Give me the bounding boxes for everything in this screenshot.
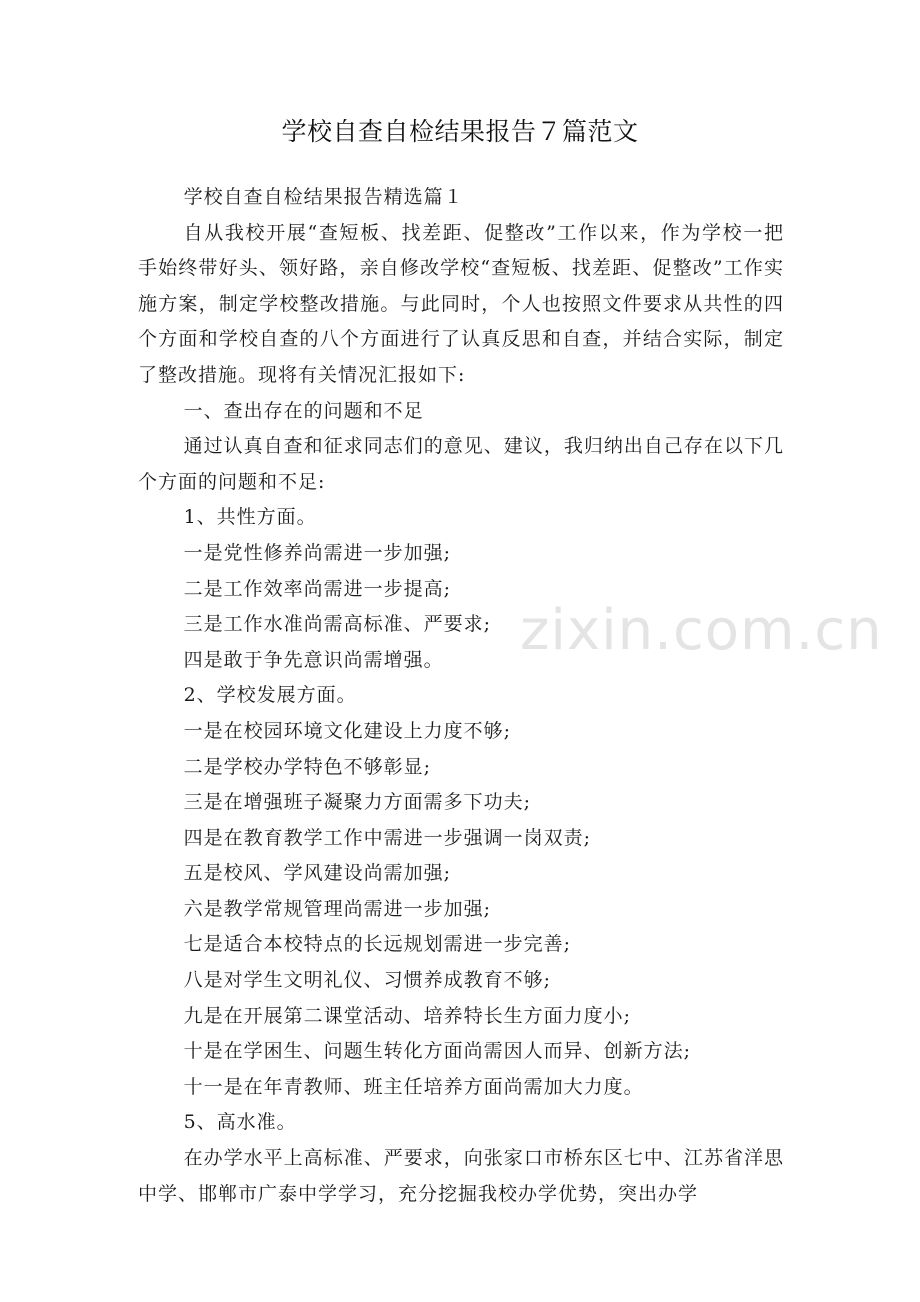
section-heading: 一、查出存在的问题和不足: [183, 399, 424, 422]
document-body: [138, 180, 784, 1212]
list-item: 八是对学生文明礼仪、习惯养成教育不够;: [183, 969, 551, 992]
subsection-heading: 5、高水准。: [183, 1111, 297, 1134]
list-item: 二是学校办学特色不够彰显;: [183, 755, 431, 778]
intro-paragraph: 自从我校开展“查短板、找差距、促整改”工作以来，作为学校一把手始终带好头、领好路，亲自修改学校“查短板、找差距、促整改”工作实施方案，制定学校整改措施。与此同时，个人也按照文件要求从共性的四个方面和学校自查的八个方面进行了认真反思和自查，并结合实际，制定了整改措施。现将有关情况汇报如下:: [138, 221, 784, 386]
subsection-heading: 1、共性方面。: [183, 506, 317, 529]
list-item: 三是在增强班子凝聚力方面需多下功夫;: [183, 791, 531, 814]
list-item: 四是在教育教学工作中需进一步强调一岗双责;: [183, 826, 591, 849]
body-paragraph: 在办学水平上高标准、严要求，向张家口市桥东区七中、江苏省洋思中学、邯郸市广泰中学学习，充分挖掘我校办学优势，突出办学: [138, 1147, 784, 1205]
list-item: 十是在学困生、问题生转化方面尚需因人而异、创新方法;: [183, 1040, 691, 1063]
list-item: 十一是在年青教师、班主任培养方面尚需加大力度。: [183, 1075, 644, 1098]
list-item: 九是在开展第二课堂活动、培养特长生方面力度小;: [183, 1004, 631, 1027]
document-title: 学校自查自检结果报告７篇范文: [281, 117, 639, 146]
list-item: 七是适合本校特点的长远规划需进一步完善;: [183, 933, 571, 956]
list-item: 二是工作效率尚需进一步提高;: [183, 577, 451, 600]
list-item: 三是工作水准尚需高标准、严要求;: [183, 613, 491, 636]
body-paragraph: 通过认真自查和征求同志们的意见、建议，我归纳出自己存在以下几个方面的问题和不足:: [138, 435, 784, 493]
watermark: zixin.com.cn: [520, 598, 883, 663]
list-item: 六是教学常规管理尚需进一步加强;: [183, 897, 491, 920]
list-item: 一是在校园环境文化建设上力度不够;: [183, 719, 511, 742]
list-item: 五是校风、学风建设尚需加强;: [183, 862, 451, 885]
subsection-heading: 2、学校发展方面。: [183, 684, 357, 707]
list-item: 一是党性修养尚需进一步加强;: [183, 541, 451, 564]
section-heading: 学校自查自检结果报告精选篇１: [183, 186, 464, 208]
list-item: 四是敢于争先意识尚需增强。: [183, 648, 444, 671]
